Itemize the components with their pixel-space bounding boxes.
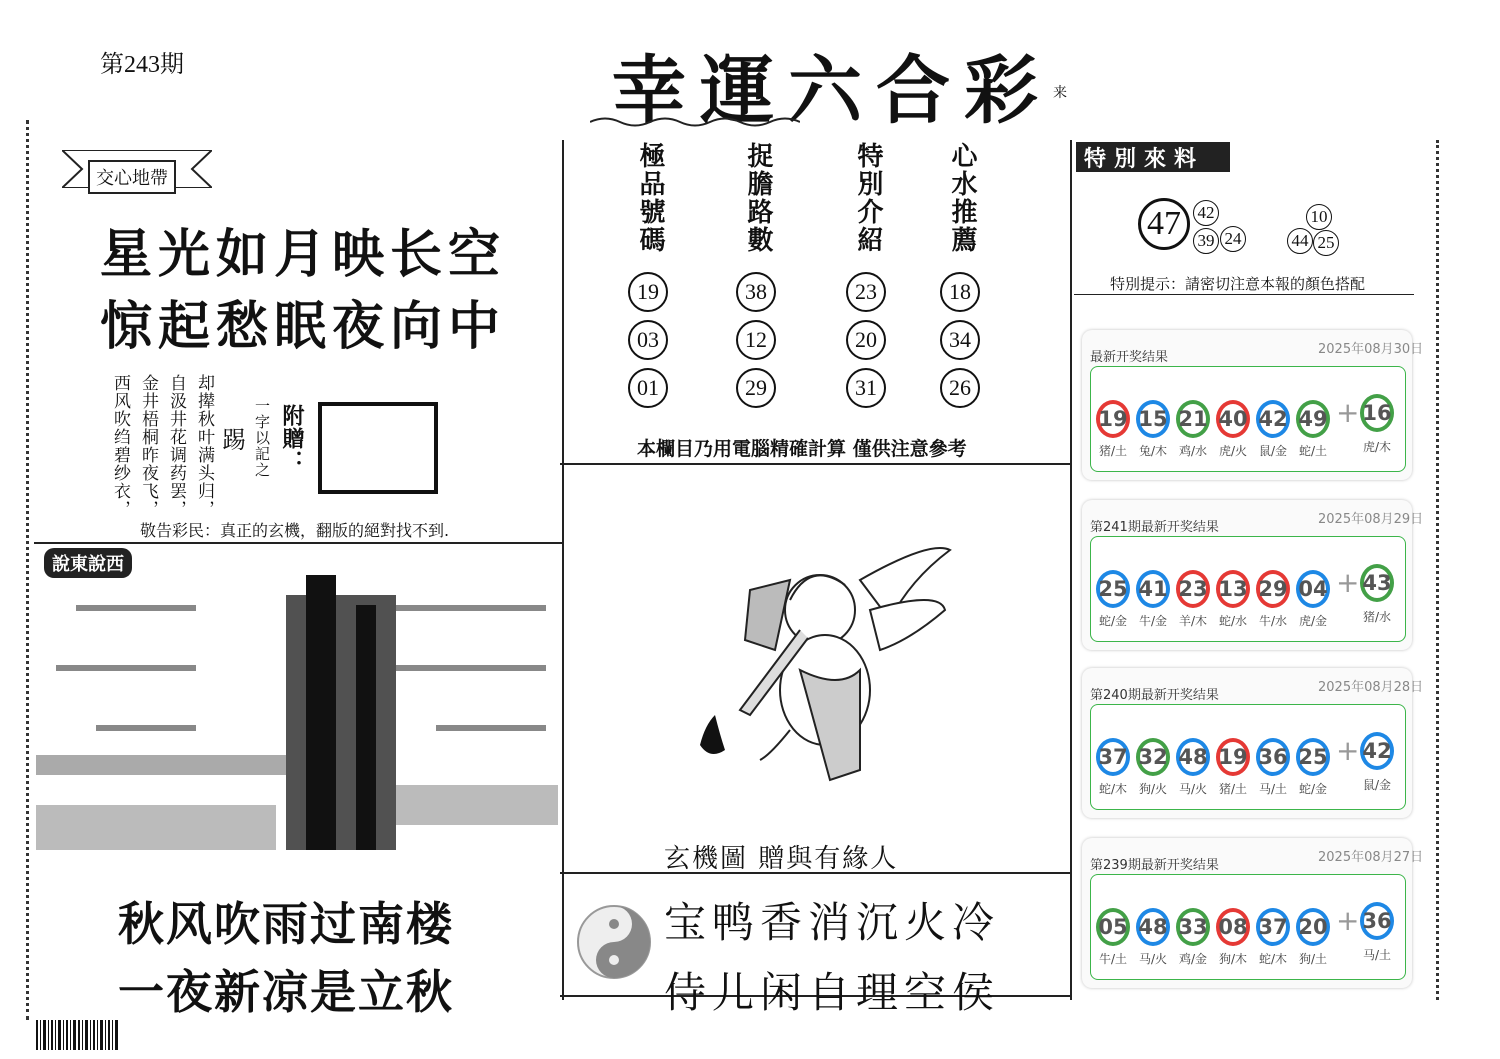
draw-result-date: 2025年08月30日	[1318, 342, 1424, 357]
divider-right	[1074, 294, 1414, 295]
lottery-ball: 36	[1256, 738, 1290, 776]
poem-line-1: 星光如月映长空	[100, 224, 507, 285]
riddle-hint: 一字以記之	[253, 398, 271, 478]
zodiac-label: 狗/土	[1298, 952, 1328, 966]
lottery-ball: 42	[1256, 400, 1290, 438]
section-tag-special: 特別來料	[1076, 142, 1230, 172]
verse-col-1: 却撵秋叶满头归，	[194, 374, 214, 518]
group-a-num-3: 24	[1220, 226, 1246, 252]
lottery-ball: 04	[1296, 570, 1330, 608]
lottery-ball: 49	[1296, 400, 1330, 438]
zodiac-label: 鼠/金	[1258, 444, 1288, 458]
special-big-number: 47	[1138, 198, 1190, 250]
gift-label: 附贈：	[279, 404, 305, 473]
draw-result-date: 2025年08月29日	[1318, 512, 1424, 527]
autumn-poem-line-2: 一夜新凉是立秋	[118, 965, 454, 1019]
zodiac-label: 蛇/金	[1298, 782, 1328, 796]
lottery-ball: 20	[1296, 908, 1330, 946]
gift-answer-box	[318, 402, 438, 494]
lottery-ball: 13	[1216, 570, 1250, 608]
special-ball: 16	[1360, 394, 1394, 432]
divider-mid-right	[1070, 140, 1072, 1000]
prediction-number: 34	[940, 320, 980, 360]
lottery-ball: 25	[1296, 738, 1330, 776]
lottery-ball: 32	[1136, 738, 1170, 776]
yin-yang-icon	[574, 902, 654, 982]
masthead-title: 幸運六合彩	[612, 48, 1052, 134]
lottery-ball: 29	[1256, 570, 1290, 608]
right-vine-border	[1436, 140, 1449, 1000]
zodiac-label: 鸡/金	[1178, 952, 1208, 966]
prediction-number: 12	[736, 320, 776, 360]
special-ball: 36	[1360, 902, 1394, 940]
lottery-ball: 48	[1176, 738, 1210, 776]
lottery-ball: 40	[1216, 400, 1250, 438]
prediction-number: 29	[736, 368, 776, 408]
verse-col-2: 自汲井花调药罢，	[166, 374, 186, 518]
group-b-num-3: 25	[1313, 230, 1339, 256]
prediction-number: 31	[846, 368, 886, 408]
special-ball: 43	[1360, 564, 1394, 602]
draw-result-date: 2025年08月28日	[1318, 680, 1424, 695]
special-zodiac-label: 虎/木	[1362, 440, 1392, 454]
incense-poem-line-2: 侍儿闲自理空侯	[664, 968, 1001, 1017]
lottery-ball: 37	[1096, 738, 1130, 776]
zodiac-label: 虎/火	[1218, 444, 1248, 458]
zodiac-label: 蛇/金	[1098, 614, 1128, 628]
group-a-num-2: 39	[1193, 228, 1219, 254]
plus-sign: +	[1336, 396, 1360, 429]
lottery-ball: 23	[1176, 570, 1210, 608]
lottery-ball: 21	[1176, 400, 1210, 438]
incense-poem-line-1: 宝鸭香消沉火冷	[664, 898, 1001, 947]
prediction-number: 19	[628, 272, 668, 312]
group-a-num-1: 42	[1193, 200, 1219, 226]
draw-result-title: 第240期最新开奖结果	[1090, 688, 1219, 703]
plus-sign: +	[1336, 904, 1360, 937]
draw-result-title: 第241期最新开奖结果	[1090, 520, 1219, 535]
zodiac-label: 狗/木	[1218, 952, 1248, 966]
plus-sign: +	[1336, 734, 1360, 767]
zodiac-label: 马/火	[1178, 782, 1208, 796]
zodiac-label: 虎/金	[1298, 614, 1328, 628]
prediction-number: 26	[940, 368, 980, 408]
zodiac-label: 马/土	[1258, 782, 1288, 796]
category-heading: 心水推薦	[947, 142, 977, 254]
special-zodiac-label: 猪/水	[1362, 610, 1392, 624]
lottery-ball: 19	[1096, 400, 1130, 438]
scanned-text-noise	[36, 545, 558, 850]
autumn-poem-line-1: 秋风吹雨过南楼	[118, 897, 454, 951]
zodiac-label: 猪/土	[1098, 444, 1128, 458]
category-heading: 特別介紹	[853, 142, 883, 254]
zodiac-label: 狗/火	[1138, 782, 1168, 796]
color-hint: 特別提示：請密切注意本報的顏色搭配	[1110, 275, 1366, 293]
masthead-suffix: 来	[1053, 85, 1067, 101]
verse-col-4: 西风吹绉碧纱衣，	[110, 374, 130, 518]
divider-left-mid	[562, 140, 564, 1000]
special-zodiac-label: 鼠/金	[1362, 778, 1392, 792]
lottery-ball: 33	[1176, 908, 1210, 946]
plus-sign: +	[1336, 566, 1360, 599]
zodiac-label: 蛇/水	[1218, 614, 1248, 628]
zodiac-label: 蛇/土	[1298, 444, 1328, 458]
divider-mid-top	[560, 463, 1072, 465]
verse-col-3: 金井梧桐昨夜飞，	[138, 374, 158, 518]
zodiac-label: 猪/土	[1218, 782, 1248, 796]
zodiac-label: 牛/金	[1138, 614, 1168, 628]
prediction-number: 23	[846, 272, 886, 312]
illustration-caption: 玄機圖 贈與有緣人	[664, 844, 899, 874]
zodiac-label: 兔/木	[1138, 444, 1168, 458]
zodiac-label: 马/火	[1138, 952, 1168, 966]
prediction-number: 03	[628, 320, 668, 360]
lottery-ball: 15	[1136, 400, 1170, 438]
category-heading: 極品號碼	[635, 142, 665, 254]
zodiac-label: 牛/土	[1098, 952, 1128, 966]
draw-result-date: 2025年08月27日	[1318, 850, 1424, 865]
group-b-num-1: 10	[1306, 204, 1332, 230]
category-heading: 捉膽路數	[743, 142, 773, 254]
special-zodiac-label: 马/土	[1362, 948, 1392, 962]
calc-note: 本欄目乃用電腦精確計算 僅供注意參考	[637, 438, 967, 460]
cherub-illustration	[680, 540, 960, 790]
flourish-ornament	[590, 115, 800, 129]
lottery-ball: 19	[1216, 738, 1250, 776]
zodiac-label: 羊/木	[1178, 614, 1208, 628]
zodiac-label: 蛇/木	[1098, 782, 1128, 796]
lottery-ball: 25	[1096, 570, 1130, 608]
barcode	[36, 1020, 118, 1050]
section-tag-chat: 說東說西	[44, 548, 132, 578]
poem-line-2: 惊起愁眠夜向中	[100, 296, 507, 357]
section-tag-heart: 交心地帶	[88, 160, 176, 194]
lottery-ball: 41	[1136, 570, 1170, 608]
prediction-number: 18	[940, 272, 980, 312]
zodiac-label: 鸡/水	[1178, 444, 1208, 458]
notice-text: 敬告彩民：真正的玄機，翻版的絕對找不到.	[140, 521, 450, 540]
divider-left	[34, 542, 562, 544]
prediction-number: 01	[628, 368, 668, 408]
prediction-number: 20	[846, 320, 886, 360]
prediction-number: 38	[736, 272, 776, 312]
lottery-ball: 48	[1136, 908, 1170, 946]
zodiac-label: 牛/水	[1258, 614, 1288, 628]
lottery-ball: 37	[1256, 908, 1290, 946]
lottery-ball: 05	[1096, 908, 1130, 946]
lottery-ball: 08	[1216, 908, 1250, 946]
draw-result-title: 第239期最新开奖结果	[1090, 858, 1219, 873]
riddle-word: 踢	[222, 426, 246, 454]
draw-result-title: 最新开奖结果	[1090, 350, 1169, 365]
zodiac-label: 蛇/木	[1258, 952, 1288, 966]
special-ball: 42	[1360, 732, 1394, 770]
group-b-num-2: 44	[1287, 228, 1313, 254]
issue-number: 第243期	[100, 52, 184, 78]
